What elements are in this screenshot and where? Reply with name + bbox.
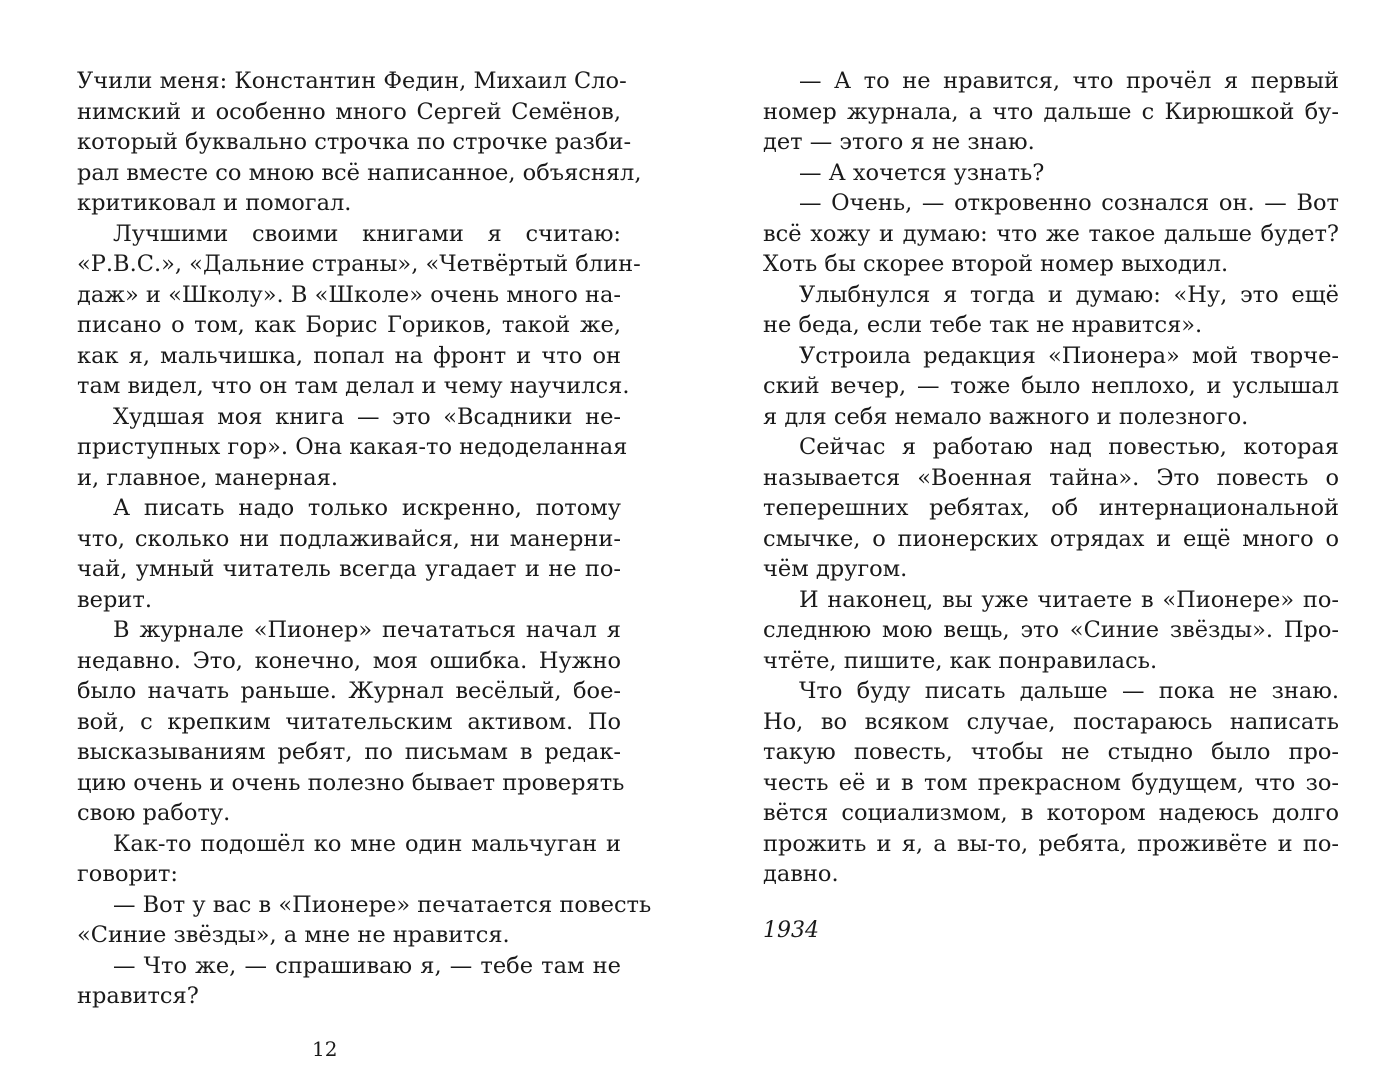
text-line: В журнале «Пионер» печататься начал я: [113, 617, 621, 643]
text-line: свою работу.: [77, 800, 231, 826]
text-line: недавно. Это, конечно, моя ошибка. Нужно: [77, 647, 621, 674]
text-line: такую повесть, чтобы не стыдно было про-: [763, 739, 1339, 765]
text-line: приступных гор». Она какая-то недоделанная: [77, 434, 628, 460]
text-line: — Очень, — откровенно сознался он. — Вот: [799, 190, 1339, 216]
text-line: Лучшими своими книгами я считаю:: [113, 220, 621, 247]
text-line: Сейчас я работаю над повестью, которая: [799, 434, 1339, 460]
text-line: нравится?: [77, 983, 199, 1009]
text-line: даж» и «Школу». В «Школе» очень много на-: [77, 281, 621, 308]
text-line: Но, во всяком случае, постараюсь написать: [763, 708, 1339, 735]
text-line: чём другом.: [763, 556, 908, 582]
text-line: А писать надо только искренно, потому: [113, 495, 621, 521]
text-line: и, главное, манерная.: [77, 464, 339, 491]
text-line: Учили меня: Константин Федин, Михаил Сло-: [77, 68, 627, 94]
text-line: верит.: [77, 586, 152, 613]
text-line: было начать раньше. Журнал весёлый, бое-: [77, 678, 621, 704]
text-line: я для себя немало важного и полезного.: [763, 403, 1249, 430]
text-line: — Что же, — спрашиваю я, — тебе там не: [113, 952, 621, 979]
text-line: теперешних ребятах, об интернациональной: [763, 495, 1339, 521]
text-line: — А хочется узнать?: [799, 159, 1045, 186]
text-line: ский вечер, — тоже было неплохо, и услышал: [763, 373, 1339, 399]
text-line: давно.: [763, 861, 839, 887]
page-number: 12: [312, 1037, 338, 1061]
right-page-text: [763, 66, 1339, 946]
text-line: писано о том, как Борис Гориков, такой же,: [77, 312, 621, 338]
text-line: критиковал и помогал.: [77, 190, 352, 216]
text-line: нимский и особенно много Сергей Семёнов,: [77, 98, 621, 125]
text-line: как я, мальчишка, попал на фронт и что он: [77, 342, 621, 369]
text-line: который буквально строчка по строчке разби-: [77, 129, 632, 155]
text-line: Улыбнулся я тогда и думаю: «Ну, это ещё: [799, 281, 1339, 308]
text-line: «Синие звёзды», а мне не нравится.: [77, 922, 510, 948]
date-signature: 1934: [763, 917, 819, 943]
left-page-text: [77, 66, 652, 1012]
text-line: чай, умный читатель всегда угадает и не по-: [77, 556, 621, 582]
text-line: — А то не нравится, что прочёл я первый: [799, 68, 1339, 94]
text-line: — Вот у вас в «Пионере» печатается повесть: [113, 891, 652, 918]
text-line: рал вместе со мною всё написанное, объяснял,: [77, 159, 642, 186]
text-line: там видел, что он там делал и чему научился.: [77, 373, 630, 399]
text-line: смычке, о пионерских отрядах и ещё много о: [763, 525, 1339, 552]
text-line: вётся социализмом, в котором надеюсь долго: [763, 800, 1339, 826]
text-line: Что буду писать дальше — пока не знаю.: [799, 678, 1339, 704]
text-line: Как-то подошёл ко мне один мальчуган и: [113, 830, 621, 857]
text-line: называется «Военная тайна». Это повесть о: [763, 464, 1339, 491]
text-line: не беда, если тебе так не нравится».: [763, 312, 1203, 338]
text-line: прожить и я, а вы-то, ребята, проживёте и по-: [763, 830, 1339, 857]
text-line: «Р.В.С.», «Дальние страны», «Четвёртый блин-: [77, 251, 641, 277]
text-line: говорит:: [77, 861, 178, 887]
text-line: что, сколько ни подлаживайся, ни манерни-: [77, 525, 621, 552]
text-line: Хоть бы скорее второй номер выходил.: [763, 251, 1229, 277]
text-line: цию очень и очень полезно бывает проверять: [77, 769, 625, 796]
text-line: номер журнала, а что дальше с Кирюшкой бу-: [763, 98, 1339, 125]
text-line: высказываниям ребят, по письмам в редак-: [77, 739, 621, 765]
text-line: Худшая моя книга — это «Всадники не-: [113, 403, 621, 430]
text-line: честь её и в том прекрасном будущем, что зо-: [763, 769, 1339, 796]
text-line: всё хожу и думаю: что же такое дальше будет?: [763, 220, 1339, 247]
text-line: вой, с крепким читательским активом. По: [77, 708, 621, 735]
text-line: чтёте, пишите, как понравилась.: [763, 647, 1158, 674]
text-line: дет — этого я не знаю.: [763, 129, 1035, 155]
text-line: следнюю мою вещь, это «Синие звёзды». Про-: [763, 617, 1339, 643]
text-line: Устроила редакция «Пионера» мой творче-: [799, 342, 1339, 369]
text-line: И наконец, вы уже читаете в «Пионере» по-: [799, 586, 1339, 613]
